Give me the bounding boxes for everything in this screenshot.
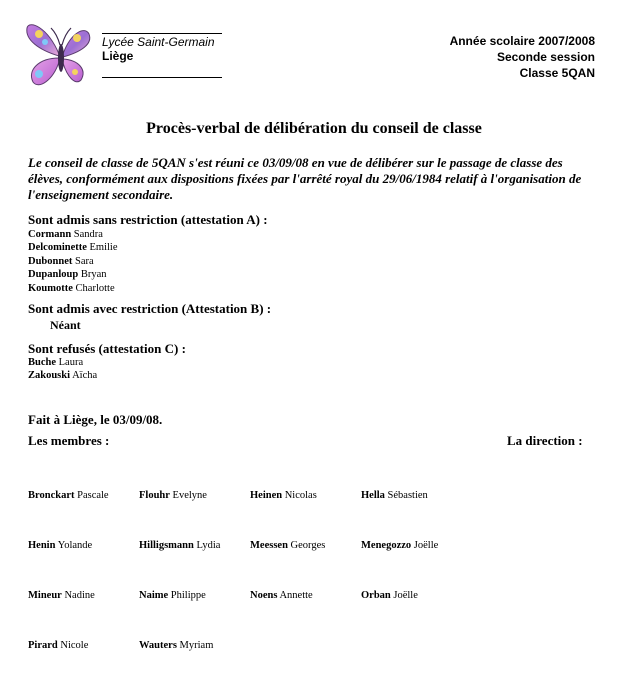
member-name: Bronckart Pascale bbox=[28, 490, 109, 501]
member-name: Noens Annette bbox=[250, 590, 313, 601]
member-name: Hella Sébastien bbox=[361, 490, 428, 501]
member-name: Mineur Nadine bbox=[28, 590, 95, 601]
list-item: Dupanloup Bryan bbox=[28, 269, 107, 281]
list-item: Delcominette Emilie bbox=[28, 242, 118, 254]
list-item: Cormann Sandra bbox=[28, 229, 103, 240]
member-name: Orban Joëlle bbox=[361, 590, 418, 601]
member-name: Naime Philippe bbox=[139, 590, 206, 601]
member-name: Menegozzo Joëlle bbox=[361, 540, 439, 551]
section-b-none: Néant bbox=[50, 318, 81, 332]
class-label: Classe 5QAN bbox=[519, 66, 595, 80]
list-item: Koumotte Charlotte bbox=[28, 282, 115, 294]
school-city: Liège bbox=[102, 49, 134, 63]
school-name: Lycée Saint-Germain bbox=[102, 35, 215, 49]
section-c-title: Sont refusés (attestation C) : bbox=[28, 341, 186, 356]
school-year: Année scolaire 2007/2008 bbox=[449, 34, 595, 48]
header-right bbox=[450, 33, 595, 81]
list-item: Zakouski Aïcha bbox=[28, 370, 98, 382]
page-title: Procès-verbal de délibération du conseil de classe bbox=[146, 120, 482, 137]
butterfly-logo-icon bbox=[25, 20, 97, 90]
member-name: Hilligsmann Lydia bbox=[139, 540, 221, 551]
place-date: Fait à Liège, le 03/09/08. bbox=[28, 412, 163, 427]
school-box bbox=[102, 33, 222, 63]
section-c-list bbox=[28, 356, 97, 383]
member-name: Wauters Myriam bbox=[139, 640, 214, 651]
member-name: Henin Yolande bbox=[28, 540, 93, 551]
section-a-list bbox=[28, 228, 118, 295]
direction-label: La direction : bbox=[507, 433, 583, 448]
school-top-line bbox=[102, 33, 222, 34]
intro-paragraph: Le conseil de classe de 5QAN s'est réuni ce 03/09/08 en vue de délibérer sur le passage de classe des élèves, conformément aux dispositions fixées par l'arrêté royal du 29/06/1984 relatif à l'organisation de l'enseignement secondaire. bbox=[28, 155, 582, 202]
section-b-title: Sont admis avec restriction (Attestation B) : bbox=[28, 301, 272, 316]
member-name: Heinen Nicolas bbox=[250, 490, 317, 501]
list-item: Dubonnet Sara bbox=[28, 255, 94, 267]
section-a-title: Sont admis sans restriction (attestation A) : bbox=[28, 212, 268, 227]
session-label: Seconde session bbox=[496, 50, 595, 64]
list-item: Buche Laura bbox=[28, 357, 84, 368]
member-name: Pirard Nicole bbox=[28, 640, 89, 651]
member-name: Meessen Georges bbox=[250, 540, 326, 551]
member-name: Flouhr Evelyne bbox=[139, 490, 207, 501]
members-label: Les membres : bbox=[28, 433, 110, 448]
school-bottom-line bbox=[102, 77, 222, 78]
